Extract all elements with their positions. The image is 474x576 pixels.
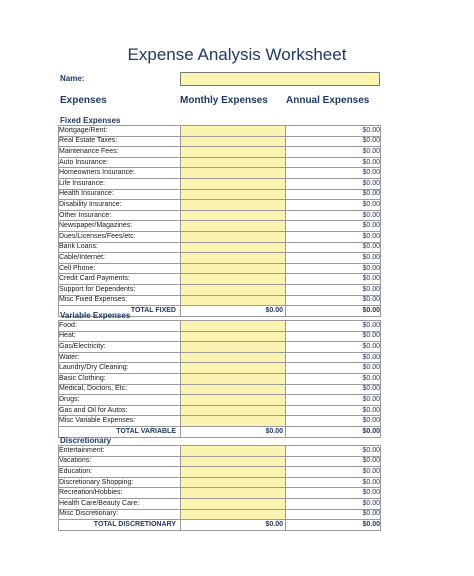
expense-label: Real Estate Taxes: xyxy=(59,136,181,147)
annual-value: $0.00 xyxy=(286,352,381,363)
table-row xyxy=(59,416,381,427)
expense-label: Misc Discretionary: xyxy=(59,509,181,520)
total-annual-value: $0.00 xyxy=(286,426,381,437)
monthly-input-cell[interactable] xyxy=(181,136,286,147)
annual-value: $0.00 xyxy=(286,168,381,179)
annual-value: $0.00 xyxy=(286,477,381,488)
monthly-input-cell[interactable] xyxy=(181,373,286,384)
annual-value: $0.00 xyxy=(286,263,381,274)
name-input-cell[interactable] xyxy=(180,72,380,86)
annual-value: $0.00 xyxy=(286,210,381,221)
annual-value: $0.00 xyxy=(286,456,381,467)
table-row xyxy=(59,295,381,306)
worksheet-title: Expense Analysis Worksheet xyxy=(127,45,347,64)
table-row xyxy=(59,352,381,363)
annual-value: $0.00 xyxy=(286,189,381,200)
expense-label: Support for Dependents: xyxy=(59,284,181,295)
monthly-input-cell[interactable] xyxy=(181,363,286,374)
table-row xyxy=(59,321,381,332)
expense-label: Vacations: xyxy=(59,456,181,467)
monthly-input-cell[interactable] xyxy=(181,168,286,179)
monthly-input-cell[interactable] xyxy=(181,157,286,168)
total-annual-value: $0.00 xyxy=(286,306,381,317)
total-label: TOTAL DISCRETIONARY xyxy=(59,520,181,531)
annual-value: $0.00 xyxy=(286,136,381,147)
table-row xyxy=(59,274,381,285)
monthly-input-cell[interactable] xyxy=(181,126,286,137)
table-row xyxy=(59,488,381,499)
annual-value: $0.00 xyxy=(286,253,381,264)
expense-label: Dues/Licenses/Fees/etc: xyxy=(59,231,181,242)
annual-value: $0.00 xyxy=(286,295,381,306)
total-row xyxy=(59,520,381,531)
annual-value: $0.00 xyxy=(286,405,381,416)
annual-value: $0.00 xyxy=(286,231,381,242)
table-row xyxy=(59,373,381,384)
expense-label: Heat: xyxy=(59,331,181,342)
annual-value: $0.00 xyxy=(286,488,381,499)
table-row xyxy=(59,446,381,457)
annual-value: $0.00 xyxy=(286,373,381,384)
expense-label: Life Insurance: xyxy=(59,178,181,189)
table-row xyxy=(59,395,381,406)
table-row xyxy=(59,147,381,158)
expense-label: Maintenance Fees: xyxy=(59,147,181,158)
table-row xyxy=(59,342,381,353)
expense-label: Drugs: xyxy=(59,395,181,406)
expense-label: Credit Card Payments: xyxy=(59,274,181,285)
monthly-input-cell[interactable] xyxy=(181,147,286,158)
total-monthly-value: $0.00 xyxy=(181,520,286,531)
total-monthly-value: $0.00 xyxy=(181,306,286,317)
expense-label: Newspaper/Magazines: xyxy=(59,221,181,232)
annual-value: $0.00 xyxy=(286,498,381,509)
expense-label: Other Insurance: xyxy=(59,210,181,221)
variable-expenses-table xyxy=(58,320,381,438)
monthly-input-cell[interactable] xyxy=(181,231,286,242)
table-row xyxy=(59,331,381,342)
table-row xyxy=(59,509,381,520)
table-row xyxy=(59,253,381,264)
expense-label: Recreation/Hobbies: xyxy=(59,488,181,499)
table-row xyxy=(59,157,381,168)
monthly-input-cell[interactable] xyxy=(181,221,286,232)
fixed-expenses-table xyxy=(58,125,381,317)
annual-value: $0.00 xyxy=(286,467,381,478)
monthly-input-cell[interactable] xyxy=(181,456,286,467)
annual-value: $0.00 xyxy=(286,242,381,253)
total-monthly-value: $0.00 xyxy=(181,426,286,437)
monthly-column-header: Monthly Expenses xyxy=(180,95,268,106)
monthly-input-cell[interactable] xyxy=(181,352,286,363)
annual-value: $0.00 xyxy=(286,395,381,406)
monthly-input-cell[interactable] xyxy=(181,498,286,509)
monthly-input-cell[interactable] xyxy=(181,477,286,488)
table-row xyxy=(59,178,381,189)
expenses-column-header: Expenses xyxy=(60,95,107,106)
variable-section-title: Variable Expenses xyxy=(60,311,131,320)
monthly-input-cell[interactable] xyxy=(181,395,286,406)
discretionary-section-title: Discretionary xyxy=(60,436,112,445)
monthly-input-cell[interactable] xyxy=(181,263,286,274)
monthly-input-cell[interactable] xyxy=(181,446,286,457)
monthly-input-cell[interactable] xyxy=(181,321,286,332)
monthly-input-cell[interactable] xyxy=(181,467,286,478)
annual-value: $0.00 xyxy=(286,147,381,158)
expense-label: Gas and Oil for Autos: xyxy=(59,405,181,416)
expense-label: Gas/Electricity: xyxy=(59,342,181,353)
expense-label: Medical, Doctors, Etc: xyxy=(59,384,181,395)
table-row xyxy=(59,456,381,467)
expense-label: Disability Insurance: xyxy=(59,200,181,211)
annual-value: $0.00 xyxy=(286,221,381,232)
expense-label: Entertainment: xyxy=(59,446,181,457)
expense-label: Misc Variable Expenses: xyxy=(59,416,181,427)
monthly-input-cell[interactable] xyxy=(181,488,286,499)
monthly-input-cell[interactable] xyxy=(181,200,286,211)
table-row xyxy=(59,467,381,478)
table-row xyxy=(59,136,381,147)
table-row xyxy=(59,363,381,374)
annual-value: $0.00 xyxy=(286,274,381,285)
expense-label: Mortgage/Rent: xyxy=(59,126,181,137)
monthly-input-cell[interactable] xyxy=(181,178,286,189)
expense-label: Health Insurance: xyxy=(59,189,181,200)
total-annual-value: $0.00 xyxy=(286,520,381,531)
expense-label: Education: xyxy=(59,467,181,478)
table-row xyxy=(59,263,381,274)
table-row xyxy=(59,200,381,211)
monthly-input-cell[interactable] xyxy=(181,284,286,295)
discretionary-expenses-table xyxy=(58,445,381,531)
table-row xyxy=(59,189,381,200)
monthly-input-cell[interactable] xyxy=(181,384,286,395)
monthly-input-cell[interactable] xyxy=(181,509,286,520)
expense-label: Bank Loans: xyxy=(59,242,181,253)
table-row xyxy=(59,498,381,509)
table-row xyxy=(59,126,381,137)
monthly-input-cell[interactable] xyxy=(181,242,286,253)
annual-value: $0.00 xyxy=(286,126,381,137)
monthly-input-cell[interactable] xyxy=(181,253,286,264)
table-row xyxy=(59,284,381,295)
expense-label: Basic Clothing: xyxy=(59,373,181,384)
table-row xyxy=(59,168,381,179)
expense-label: Cell Phone: xyxy=(59,263,181,274)
annual-value: $0.00 xyxy=(286,178,381,189)
annual-value: $0.00 xyxy=(286,321,381,332)
name-label: Name: xyxy=(60,74,85,83)
monthly-input-cell[interactable] xyxy=(181,416,286,427)
annual-column-header: Annual Expenses xyxy=(286,95,370,106)
table-row xyxy=(59,405,381,416)
monthly-input-cell[interactable] xyxy=(181,405,286,416)
expense-label: Water: xyxy=(59,352,181,363)
expense-label: Health Care/Beauty Care: xyxy=(59,498,181,509)
total-label: TOTAL FIXED xyxy=(59,306,181,317)
table-row xyxy=(59,221,381,232)
monthly-input-cell[interactable] xyxy=(181,295,286,306)
expense-label: Misc Fixed Expenses: xyxy=(59,295,181,306)
expense-label: Food: xyxy=(59,321,181,332)
expense-label: Cable/Internet: xyxy=(59,253,181,264)
table-row xyxy=(59,242,381,253)
annual-value: $0.00 xyxy=(286,416,381,427)
monthly-input-cell[interactable] xyxy=(181,342,286,353)
annual-value: $0.00 xyxy=(286,284,381,295)
table-row xyxy=(59,231,381,242)
annual-value: $0.00 xyxy=(286,200,381,211)
expense-label: Laundry/Dry Cleaning: xyxy=(59,363,181,374)
annual-value: $0.00 xyxy=(286,446,381,457)
annual-value: $0.00 xyxy=(286,384,381,395)
annual-value: $0.00 xyxy=(286,363,381,374)
fixed-section-title: Fixed Expenses xyxy=(60,116,121,125)
annual-value: $0.00 xyxy=(286,509,381,520)
table-row xyxy=(59,210,381,221)
table-row xyxy=(59,384,381,395)
expense-label: Auto Insurance: xyxy=(59,157,181,168)
expense-label: Homeowners Insurance: xyxy=(59,168,181,179)
monthly-input-cell[interactable] xyxy=(181,331,286,342)
monthly-input-cell[interactable] xyxy=(181,274,286,285)
annual-value: $0.00 xyxy=(286,331,381,342)
expense-label: Discretionary Shopping: xyxy=(59,477,181,488)
monthly-input-cell[interactable] xyxy=(181,210,286,221)
monthly-input-cell[interactable] xyxy=(181,189,286,200)
total-label: TOTAL VARIABLE xyxy=(59,426,181,437)
table-row xyxy=(59,477,381,488)
annual-value: $0.00 xyxy=(286,157,381,168)
annual-value: $0.00 xyxy=(286,342,381,353)
